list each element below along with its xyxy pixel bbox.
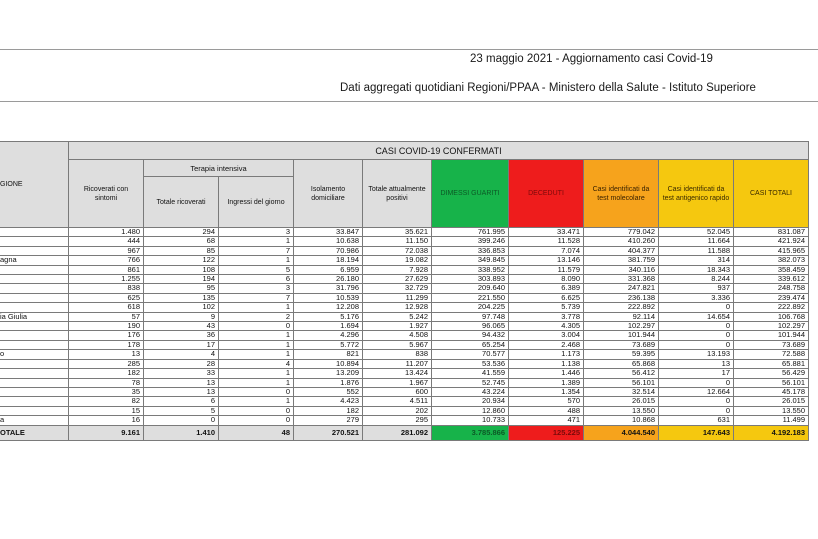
cell-ing: 1 [219,303,294,312]
cell-dim: 399.246 [432,237,509,246]
cell-iso: 33.847 [294,228,363,237]
cell-ant: 0 [659,406,734,415]
cell-mol: 381.759 [584,256,659,265]
cell-mol: 779.042 [584,228,659,237]
cell-iso: 10.638 [294,237,363,246]
cell-mol: 65.868 [584,359,659,368]
table-row [0,293,809,302]
cell-mol: 92.114 [584,312,659,321]
cell-region [0,228,69,237]
col-deceduti: DECEDUTI [509,160,584,228]
cell-tot: 415.965 [734,246,809,255]
cell-dec: 11.528 [509,237,584,246]
cell-pos: 4.508 [363,331,432,340]
cell-dim: 204.225 [432,303,509,312]
cell-ti: 108 [144,265,219,274]
cell-ant: 18.343 [659,265,734,274]
cell-region [0,331,69,340]
cell-ant: 13.193 [659,350,734,359]
cell-dec: 570 [509,397,584,406]
cell-region [0,369,69,378]
cell-ing: 1 [219,350,294,359]
cell-tot: 102.297 [734,322,809,331]
cell-region [0,237,69,246]
cell-iso: 1.876 [294,378,363,387]
cell-mol: 59.395 [584,350,659,359]
cell-ti: 4 [144,350,219,359]
cell-ric: 861 [69,265,144,274]
report-source: Dati aggregati quotidiani Regioni/PPAA - Ministero della Salute - Istituto Superiore [340,82,756,94]
total-ric: 9.161 [69,425,144,440]
total-dec: 125.225 [509,425,584,440]
cell-iso: 1.694 [294,322,363,331]
cell-ing: 0 [219,416,294,425]
cell-dec: 6.389 [509,284,584,293]
cell-ant: 13 [659,359,734,368]
col-molecolare: Casi identificati da test molecolare [584,160,659,228]
cell-region [0,293,69,302]
table-row [0,406,809,415]
cell-ing: 6 [219,275,294,284]
cell-iso: 70.986 [294,246,363,255]
cell-tot: 65.881 [734,359,809,368]
cell-region: ia Giulia [0,312,69,321]
cell-ant: 14.654 [659,312,734,321]
cell-mol: 410.260 [584,237,659,246]
cell-iso: 5.176 [294,312,363,321]
cell-dim: 12.860 [432,406,509,415]
cell-dec: 11.579 [509,265,584,274]
cell-pos: 838 [363,350,432,359]
cell-iso: 279 [294,416,363,425]
total-mol: 4.044.540 [584,425,659,440]
cell-ing: 0 [219,387,294,396]
cell-dim: 338.952 [432,265,509,274]
cell-iso: 821 [294,350,363,359]
cell-region: a [0,416,69,425]
table-row [0,359,809,368]
cell-dec: 1.446 [509,369,584,378]
cell-region [0,322,69,331]
total-pos: 281.092 [363,425,432,440]
cell-ant: 8.244 [659,275,734,284]
col-totali: CASI TOTALI [734,160,809,228]
cell-dec: 5.739 [509,303,584,312]
cell-region: o [0,350,69,359]
cell-ric: 625 [69,293,144,302]
cell-ant: 17 [659,369,734,378]
table-row [0,246,809,255]
cell-mol: 340.116 [584,265,659,274]
total-region: OTALE [0,425,69,440]
table-row [0,228,809,237]
cell-ti: 0 [144,416,219,425]
cell-dec: 1.354 [509,387,584,396]
cell-tot: 239.474 [734,293,809,302]
cell-ric: 1.255 [69,275,144,284]
cell-ric: 82 [69,397,144,406]
cell-ric: 16 [69,416,144,425]
col-group-terapia-intensiva: Terapia intensiva [144,160,294,177]
table-row [0,322,809,331]
cell-ti: 17 [144,340,219,349]
cell-region: agna [0,256,69,265]
cell-tot: 56.101 [734,378,809,387]
cell-ant: 3.336 [659,293,734,302]
header-bottom-rule [0,101,818,102]
total-ant: 147.643 [659,425,734,440]
total-tot: 4.192.183 [734,425,809,440]
cell-pos: 4.511 [363,397,432,406]
cell-dec: 7.074 [509,246,584,255]
cell-dec: 13.146 [509,256,584,265]
cell-ti: 28 [144,359,219,368]
cell-dec: 471 [509,416,584,425]
cell-ric: 967 [69,246,144,255]
table-row [0,237,809,246]
cell-ing: 1 [219,340,294,349]
cell-dim: 70.577 [432,350,509,359]
cell-dec: 1.389 [509,378,584,387]
cell-tot: 222.892 [734,303,809,312]
table-row [0,331,809,340]
cell-ti: 6 [144,397,219,406]
cell-tot: 421.924 [734,237,809,246]
cell-ric: 766 [69,256,144,265]
cell-iso: 31.796 [294,284,363,293]
cell-iso: 26.180 [294,275,363,284]
cell-dec: 3.004 [509,331,584,340]
cell-tot: 11.499 [734,416,809,425]
cell-region [0,246,69,255]
cell-dim: 96.065 [432,322,509,331]
col-ti-ingressi: Ingressi del giorno [219,177,294,228]
cell-ric: 15 [69,406,144,415]
cell-mol: 26.015 [584,397,659,406]
cell-ant: 11.664 [659,237,734,246]
cell-tot: 45.178 [734,387,809,396]
cell-ric: 13 [69,350,144,359]
cell-mol: 236.138 [584,293,659,302]
col-ti-totale: Totale ricoverati [144,177,219,228]
cell-dim: 303.893 [432,275,509,284]
cell-pos: 32.729 [363,284,432,293]
cell-region [0,275,69,284]
cell-ant: 314 [659,256,734,265]
cell-pos: 11.207 [363,359,432,368]
cell-dim: 761.995 [432,228,509,237]
cell-dim: 41.559 [432,369,509,378]
cell-ric: 838 [69,284,144,293]
cell-dim: 10.733 [432,416,509,425]
cell-dec: 4.305 [509,322,584,331]
cell-region [0,303,69,312]
cell-dim: 221.550 [432,293,509,302]
cell-pos: 202 [363,406,432,415]
cell-ing: 3 [219,284,294,293]
total-ti: 1.410 [144,425,219,440]
cell-tot: 73.689 [734,340,809,349]
cell-ric: 1.480 [69,228,144,237]
cell-tot: 339.612 [734,275,809,284]
table-row [0,265,809,274]
total-row [0,425,809,440]
table-row [0,387,809,396]
cell-ti: 85 [144,246,219,255]
cell-ing: 5 [219,265,294,274]
cell-dec: 1.173 [509,350,584,359]
cell-iso: 13.209 [294,369,363,378]
cell-ti: 194 [144,275,219,284]
cell-dim: 97.748 [432,312,509,321]
cell-ing: 1 [219,237,294,246]
table-row [0,303,809,312]
cell-pos: 11.150 [363,237,432,246]
cell-ric: 178 [69,340,144,349]
cell-ing: 4 [219,359,294,368]
total-iso: 270.521 [294,425,363,440]
cell-ti: 5 [144,406,219,415]
cell-ti: 9 [144,312,219,321]
cell-pos: 35.621 [363,228,432,237]
cell-tot: 26.015 [734,397,809,406]
cell-ant: 0 [659,322,734,331]
cell-region [0,284,69,293]
cell-ti: 36 [144,331,219,340]
cell-ant: 937 [659,284,734,293]
cell-mol: 32.514 [584,387,659,396]
table-row [0,369,809,378]
cell-region [0,387,69,396]
cell-region [0,397,69,406]
table-band-title: CASI COVID-19 CONFERMATI [69,142,809,160]
total-ing: 48 [219,425,294,440]
table-row [0,350,809,359]
cell-dec: 8.090 [509,275,584,284]
cell-ric: 182 [69,369,144,378]
total-dim: 3.785.866 [432,425,509,440]
cell-region [0,340,69,349]
cell-dec: 488 [509,406,584,415]
cell-dec: 2.468 [509,340,584,349]
cell-pos: 1.967 [363,378,432,387]
table-row [0,284,809,293]
report-date: 23 maggio 2021 - Aggiornamento casi Covid-19 [470,53,713,65]
cell-pos: 12.928 [363,303,432,312]
cell-tot: 56.429 [734,369,809,378]
cell-pos: 1.927 [363,322,432,331]
cell-ant: 52.045 [659,228,734,237]
cell-ing: 0 [219,322,294,331]
col-dimessi: DIMESSI GUARITI [432,160,509,228]
table-row [0,275,809,284]
col-ricoverati: Ricoverati con sintomi [69,160,144,228]
table-row [0,256,809,265]
cell-ti: 135 [144,293,219,302]
cell-tot: 106.768 [734,312,809,321]
cell-pos: 19.082 [363,256,432,265]
cell-ric: 285 [69,359,144,368]
col-positivi: Totale attualmente positivi [363,160,432,228]
col-isolamento: Isolamento domiciliare [294,160,363,228]
cell-ant: 12.664 [659,387,734,396]
cell-ric: 444 [69,237,144,246]
cell-pos: 5.242 [363,312,432,321]
cell-ti: 13 [144,387,219,396]
cell-pos: 72.038 [363,246,432,255]
cell-tot: 72.588 [734,350,809,359]
cell-mol: 247.821 [584,284,659,293]
cell-dim: 336.853 [432,246,509,255]
cell-iso: 12.208 [294,303,363,312]
cell-ti: 294 [144,228,219,237]
cell-tot: 101.944 [734,331,809,340]
cell-iso: 4.423 [294,397,363,406]
cell-dec: 33.471 [509,228,584,237]
cell-tot: 831.087 [734,228,809,237]
cell-ric: 176 [69,331,144,340]
table-row [0,340,809,349]
cell-pos: 13.424 [363,369,432,378]
cell-ric: 190 [69,322,144,331]
cell-iso: 10.539 [294,293,363,302]
cell-ant: 0 [659,331,734,340]
cell-iso: 18.194 [294,256,363,265]
cell-ti: 102 [144,303,219,312]
cell-dim: 65.254 [432,340,509,349]
cell-tot: 382.073 [734,256,809,265]
cell-mol: 404.377 [584,246,659,255]
cell-ing: 1 [219,331,294,340]
cell-ti: 13 [144,378,219,387]
cell-ant: 631 [659,416,734,425]
cell-dim: 349.845 [432,256,509,265]
cell-ant: 11.588 [659,246,734,255]
cell-ant: 0 [659,378,734,387]
cell-mol: 13.550 [584,406,659,415]
cell-ing: 1 [219,378,294,387]
table-row [0,378,809,387]
cell-dec: 1.138 [509,359,584,368]
cell-ing: 2 [219,312,294,321]
cell-pos: 7.928 [363,265,432,274]
cell-ing: 1 [219,369,294,378]
top-rule [0,49,818,50]
cell-pos: 600 [363,387,432,396]
cell-mol: 56.101 [584,378,659,387]
cell-pos: 295 [363,416,432,425]
cell-dec: 3.778 [509,312,584,321]
table-row [0,416,809,425]
cell-region [0,406,69,415]
cell-ric: 35 [69,387,144,396]
cell-ti: 95 [144,284,219,293]
cell-mol: 10.868 [584,416,659,425]
cell-tot: 13.550 [734,406,809,415]
cell-ti: 68 [144,237,219,246]
covid-cases-table [0,141,809,441]
cell-iso: 4.296 [294,331,363,340]
table-row [0,397,809,406]
cell-ing: 1 [219,256,294,265]
cell-iso: 6.959 [294,265,363,274]
cell-ing: 3 [219,228,294,237]
cell-ing: 0 [219,406,294,415]
cell-ti: 43 [144,322,219,331]
cell-dim: 20.934 [432,397,509,406]
cell-iso: 10.894 [294,359,363,368]
cell-iso: 552 [294,387,363,396]
cell-iso: 5.772 [294,340,363,349]
cell-dim: 209.640 [432,284,509,293]
cell-ing: 1 [219,397,294,406]
cell-pos: 5.967 [363,340,432,349]
cell-mol: 101.944 [584,331,659,340]
cell-ant: 0 [659,340,734,349]
cell-tot: 248.758 [734,284,809,293]
cell-mol: 331.368 [584,275,659,284]
cell-pos: 11.299 [363,293,432,302]
cell-ant: 0 [659,303,734,312]
cell-dim: 94.432 [432,331,509,340]
cell-ti: 122 [144,256,219,265]
cell-dim: 53.536 [432,359,509,368]
cell-mol: 73.689 [584,340,659,349]
cell-pos: 27.629 [363,275,432,284]
cell-iso: 182 [294,406,363,415]
cell-region [0,378,69,387]
cell-dec: 6.625 [509,293,584,302]
region-header: GIONE [0,142,69,228]
cell-ing: 7 [219,293,294,302]
cell-tot: 358.459 [734,265,809,274]
col-antigenico: Casi identificati da test antigenico rapido [659,160,734,228]
cell-dim: 43.224 [432,387,509,396]
cell-ant: 0 [659,397,734,406]
cell-mol: 102.297 [584,322,659,331]
cell-ric: 78 [69,378,144,387]
cell-ric: 618 [69,303,144,312]
cell-region [0,359,69,368]
table-row [0,312,809,321]
cell-ti: 33 [144,369,219,378]
cell-ing: 7 [219,246,294,255]
cell-dim: 52.745 [432,378,509,387]
cell-mol: 56.412 [584,369,659,378]
table-body [0,228,809,441]
cell-ric: 57 [69,312,144,321]
cell-region [0,265,69,274]
cell-mol: 222.892 [584,303,659,312]
